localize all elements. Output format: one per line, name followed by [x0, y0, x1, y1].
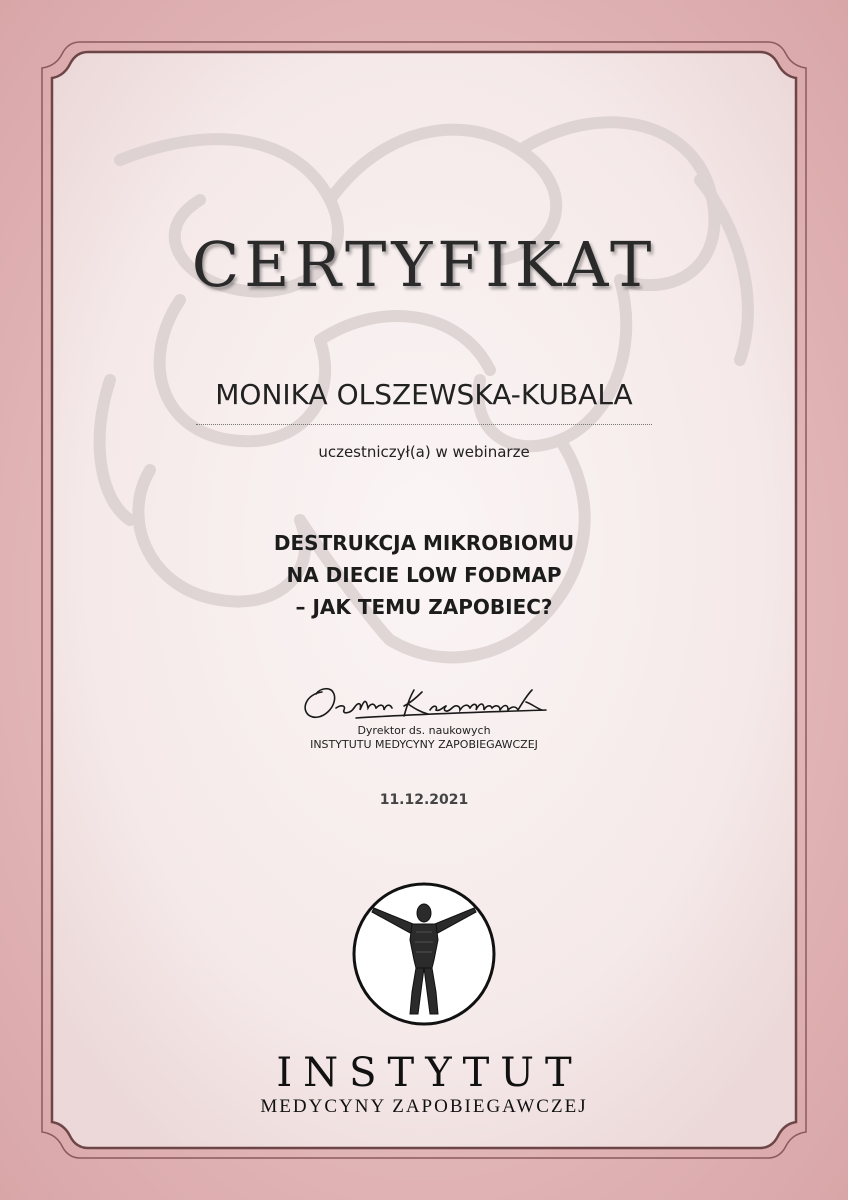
participation-text: uczestniczył(a) w webinarze [318, 443, 530, 461]
institute-name: INSTYTUT [276, 1050, 583, 1096]
certificate-title: CERTYFIKAT [191, 228, 657, 301]
signatory-institution: INSTYTUTU MEDYCYNY ZAPOBIEGAWCZEJ [310, 738, 538, 751]
signature [296, 680, 552, 724]
certificate-date: 11.12.2021 [379, 792, 469, 808]
webinar-title [0, 527, 848, 623]
webinar-title-line: DESTRUKCJA MIKROBIOMU [273, 531, 575, 555]
name-underline [196, 424, 652, 425]
institute-subtitle: MEDYCYNY ZAPOBIEGAWCZEJ [260, 1096, 588, 1117]
vitruvian-man-icon [352, 882, 496, 1026]
webinar-title-line: NA DIECIE LOW FODMAP [286, 563, 562, 587]
webinar-title-line: – JAK TEMU ZAPOBIEC? [295, 595, 553, 619]
recipient-name: MONIKA OLSZEWSKA-KUBALA [215, 378, 633, 411]
signatory-role: Dyrektor ds. naukowych [357, 724, 491, 737]
signatory-info [0, 724, 848, 752]
